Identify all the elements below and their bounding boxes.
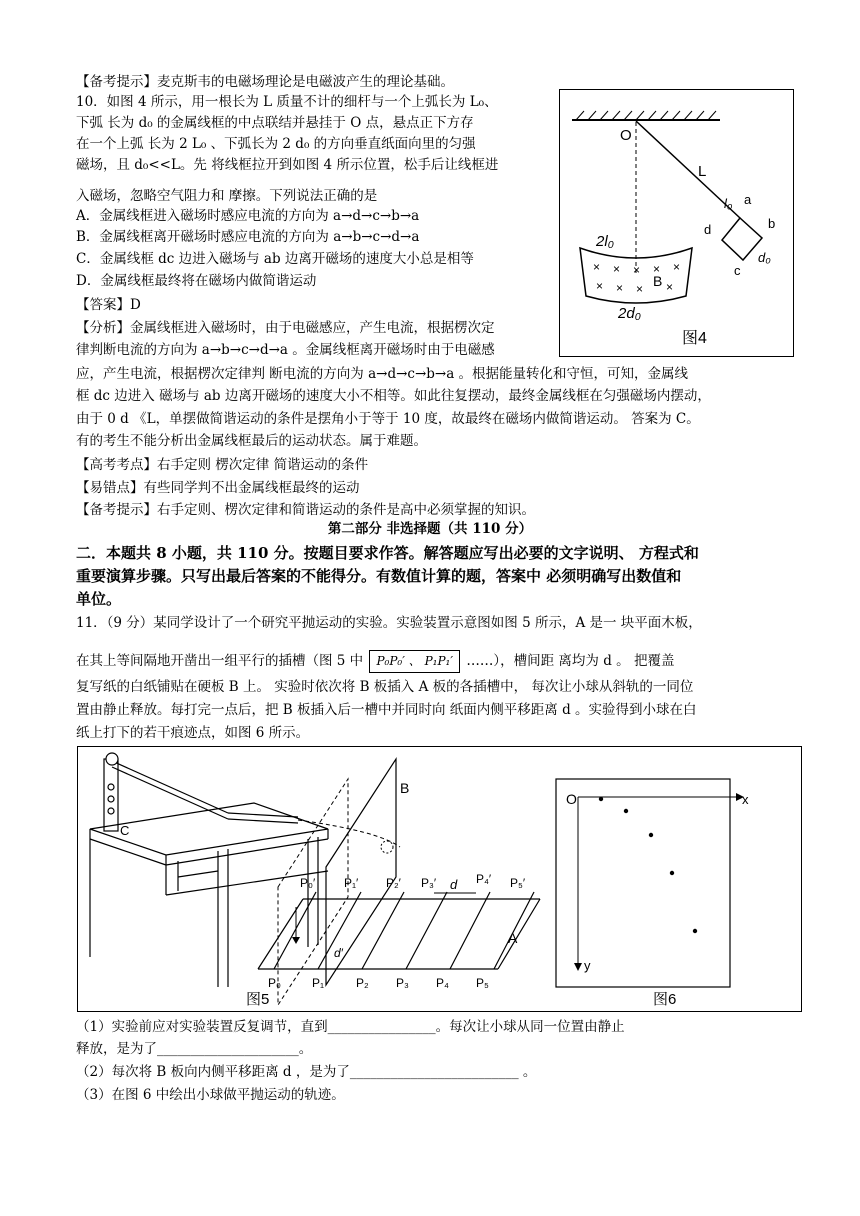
pivot-o-label: O bbox=[620, 127, 632, 144]
rod-l-label: L bbox=[698, 163, 707, 180]
ramp-stand bbox=[104, 753, 298, 831]
drop-arrow-head bbox=[292, 937, 300, 944]
cross-mark: × bbox=[613, 262, 621, 276]
figure-4-caption: 图4 bbox=[682, 330, 707, 347]
trace-point bbox=[670, 871, 674, 875]
slot-top-label: P₅′ bbox=[510, 876, 526, 890]
corner-b-label: b bbox=[768, 216, 776, 231]
corner-c-label: c bbox=[734, 263, 741, 278]
analysis-line: 【分析】金属线框进入磁场时，由于电磁感应，产生电流，根据楞次定 bbox=[76, 320, 495, 336]
slot-top-label: P₁′ bbox=[344, 876, 359, 890]
sub-question-3: （3）在图 6 中绘出小球做平抛运动的轨迹。 bbox=[76, 1087, 345, 1103]
cross-mark: × bbox=[636, 282, 644, 296]
trace-point bbox=[624, 809, 628, 813]
option-a: A．金属线框进入磁场时感应电流的方向为 a→d→c→b→a bbox=[76, 208, 420, 224]
question-11-text: 11．（9 分）某同学设计了一个研究平抛运动的实验。实验装置示意图如图 5 所示，A 是一 块平面木板， bbox=[76, 615, 702, 631]
slot-bottom-label: P₁ bbox=[312, 976, 325, 990]
cross-mark: × bbox=[593, 260, 601, 274]
question-10-text: 入磁场，忽略空气阻力和 摩擦。下列说法正确的是 bbox=[76, 188, 378, 204]
slot-top-label: P₀′ bbox=[300, 876, 316, 890]
origin-o-label: O bbox=[566, 791, 577, 807]
figure-5-caption: 图5 bbox=[246, 991, 270, 1008]
option-d: D．金属线框最终将在磁场内做简谐运动 bbox=[76, 273, 317, 289]
instruction-line: 二．本题共 8 小题，共 110 分。按题目要求作答。解答题应写出必要的文字说明、 方程式和 bbox=[76, 544, 699, 562]
trace-point bbox=[693, 929, 697, 933]
tip-line: 【备考提示】麦克斯韦的电磁场理论是电磁波产生的理论基础。 bbox=[76, 74, 454, 90]
ramp-c-label: C bbox=[120, 823, 130, 838]
slot-top-labels bbox=[300, 872, 526, 890]
question-11-text: 置由静止释放。每打完一点后，把 B 板插入后一槽中并同时向 纸面内侧平移距离 d 。实验得到小球在白 bbox=[76, 702, 697, 718]
d0-label: d₀ bbox=[758, 250, 771, 265]
question-10-text: 下弧 长为 d₀ 的金属线框的中点联结并悬挂于 O 点，悬点正下方存 bbox=[76, 115, 474, 131]
figures-5-6-frame bbox=[77, 746, 802, 1012]
analysis-line: 框 dc 边进入 磁场与 ab 边离开磁场的速度大小不相等。如此往复摆动，最终金属线框在匀强磁场内摆动， bbox=[76, 388, 711, 404]
figure-6-caption: 图6 bbox=[653, 991, 677, 1008]
cross-mark: × bbox=[666, 280, 674, 294]
question-10-text: 磁场，且 d₀<<L。先 将线框拉开到如图 4 所示位置，松手后让线框进 bbox=[76, 157, 499, 173]
figure-6-board bbox=[556, 779, 730, 987]
slot-bottom-labels bbox=[268, 976, 489, 990]
trace-point bbox=[599, 797, 603, 801]
option-b: B．金属线框离开磁场时感应电流的方向为 a→b→c→d→a bbox=[76, 229, 420, 245]
two-d0-label: 2d₀ bbox=[618, 305, 642, 322]
cross-mark: × bbox=[653, 262, 661, 276]
analysis-line: 应，产生电流，根据楞次定律判 断电流的方向为 a→d→c→b→a 。根据能量转化和守恒，可知，金属线 bbox=[76, 366, 689, 382]
slot-bottom-label: P₅ bbox=[476, 976, 489, 990]
ceiling-hatch bbox=[576, 111, 716, 120]
x-axis-label: x bbox=[742, 792, 749, 807]
question-11-post: ……），槽间距 离均为 d 。 把覆盖 bbox=[466, 653, 675, 669]
slot-top-label: P₄′ bbox=[476, 872, 492, 886]
figure-4 bbox=[559, 89, 794, 357]
two-l0-label: 2l₀ bbox=[596, 233, 614, 250]
ball bbox=[106, 753, 118, 765]
field-b-label: B bbox=[653, 273, 663, 289]
slot-top-label: P₃′ bbox=[421, 876, 437, 890]
board-a bbox=[258, 892, 540, 969]
instruction-line: 重要演算步骤。只写出最后答案的不能得分。有数值计算的题，答案中 必须明确写出数值和 bbox=[76, 567, 682, 585]
trace-points bbox=[599, 797, 697, 933]
error-point-line: 【易错点】有些同学判不出金属线框最终的运动 bbox=[76, 480, 360, 496]
question-11-text: 复写纸的白纸铺贴在硬板 B 上。 实验时依次将 B 板插入 A 板的各插槽中， 每次让小球从斜轨的一同位 bbox=[76, 679, 694, 695]
metal-frame bbox=[722, 218, 762, 260]
instruction-line: 单位。 bbox=[76, 590, 122, 608]
board-b-label: B bbox=[400, 780, 410, 796]
option-c: C．金属线框 dc 边进入磁场与 ab 边离开磁场的速度大小总是相等 bbox=[76, 251, 474, 267]
board-b-previous bbox=[278, 779, 348, 1005]
slot-bottom-label: P₀ bbox=[268, 976, 281, 990]
y-axis-arrow bbox=[574, 963, 582, 971]
l0-label: l₀ bbox=[724, 196, 733, 211]
y-axis-label: y bbox=[584, 958, 591, 973]
sub-question-2: （2）每次将 B 板向内侧平移距离 d ，是为了_________________________ 。 bbox=[76, 1064, 537, 1080]
cross-mark: × bbox=[616, 281, 624, 295]
analysis-line: 有的考生不能分析出金属线框最后的运动状态。属于难题。 bbox=[76, 433, 427, 449]
landing-point bbox=[381, 841, 393, 853]
question-11-text bbox=[76, 650, 674, 673]
corner-a-label: a bbox=[744, 192, 752, 207]
stand-post bbox=[104, 759, 118, 831]
slot-bottom-label: P₄ bbox=[436, 976, 449, 990]
slot-label-box: P₀P₀′ 、 P₁P₁′ bbox=[369, 650, 460, 673]
slot-top-label: P₂′ bbox=[386, 876, 401, 890]
answer-line: 【答案】D bbox=[76, 297, 141, 313]
offset-d-label: d′ bbox=[334, 946, 343, 960]
cross-mark: × bbox=[673, 260, 681, 274]
slot-bottom-label: P₂ bbox=[356, 976, 369, 990]
analysis-line: 律判断电流的方向为 a→b→c→d→a 。金属线框离开磁场时由于电磁感 bbox=[76, 342, 495, 358]
question-10-text: 10．如图 4 所示，用一根长为 L 质量不计的细杆与一个上弧长为 L₀、 bbox=[76, 94, 498, 110]
question-11-pre: 在其上等间隔地开凿出一组平行的插槽（图 5 中 bbox=[76, 653, 364, 669]
sub-question-1: （1）实验前应对实验装置反复调节，直到________________。每次让小球从同一位置由静止 bbox=[76, 1019, 625, 1035]
cross-mark: × bbox=[633, 263, 641, 277]
question-11-text: 纸上打下的若干痕迹点，如图 6 所示。 bbox=[76, 725, 310, 741]
board-a-label: A bbox=[508, 930, 518, 946]
spacing-d-label: d bbox=[450, 877, 458, 892]
tip-line: 【备考提示】右手定则、楞次定律和简谐运动的条件是高中必须掌握的知识。 bbox=[76, 502, 535, 518]
analysis-line: 由于 0 d 《L，单摆做简谐运动的条件是摆角小于等于 10 度，故最终在磁场内做简谐运动。 答案为 C。 bbox=[76, 411, 700, 427]
cross-mark: × bbox=[596, 279, 604, 293]
field-crosses bbox=[593, 260, 680, 296]
part-two-heading: 第二部分 非选择题（共 110 分） bbox=[327, 521, 533, 537]
exam-point-line: 【高考考点】右手定则 楞次定律 简谐运动的条件 bbox=[76, 457, 369, 473]
trace-point bbox=[649, 833, 653, 837]
corner-d-label: d bbox=[704, 222, 712, 237]
question-10-text: 在一个上弧 长为 2 L₀ 、下弧长为 2 d₀ 的方向垂直纸面向里的匀强 bbox=[76, 136, 476, 152]
slot-bottom-label: P₃ bbox=[396, 976, 409, 990]
sub-question-1: 释放，是为了_____________________。 bbox=[76, 1041, 313, 1057]
